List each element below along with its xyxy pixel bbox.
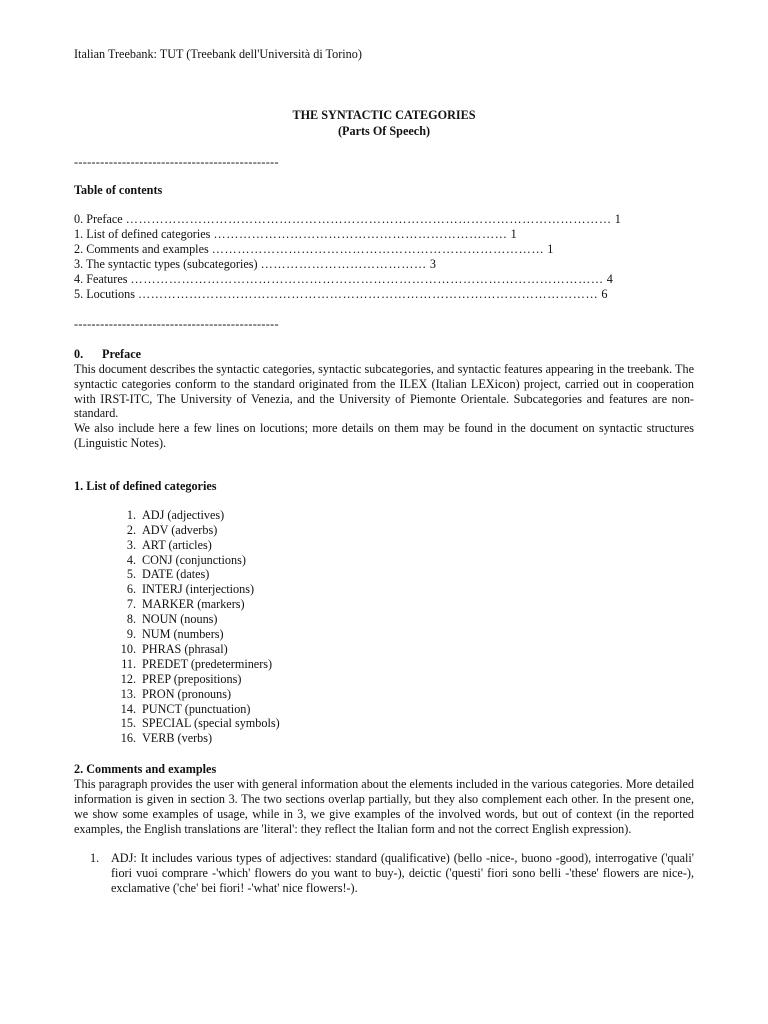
list-item-number: 2. [126,522,136,537]
list-item-number: 15. [120,716,136,731]
toc-entry[interactable] [74,242,694,257]
list-item [74,582,694,597]
list-item-number: 10. [120,641,136,656]
list-item-number: 6. [126,582,136,597]
section-title: Preface [102,347,142,361]
toc-leader-dots: ……………………………………………………………………………………………… [137,287,599,301]
list-item [74,642,694,657]
list-item-number: 9. [126,627,136,642]
toc-entry-label: 0. Preface [74,212,123,226]
list-item-text: DATE (dates) [142,567,210,582]
list-item-number: 13. [120,686,136,701]
list-item [74,567,694,582]
list-item-text: VERB (verbs) [142,731,213,746]
toc-entry-label: 4. Features [74,272,128,286]
list-item [74,523,694,538]
toc-leader-dots: ………………………………… [260,257,427,271]
toc-leader-dots: …………………………………………………………… [213,227,508,241]
list-item-number: 8. [126,612,136,627]
title-line-2: (Parts Of Speech) [337,124,431,138]
toc-entry-label: 3. The syntactic types (subcategories) [74,257,258,271]
toc-leader-dots: ………………………………………………………………………………………………… [130,272,604,286]
list-item-text: PRON (pronouns) [142,686,232,701]
list-item [74,687,694,702]
list-item-text: ART (articles) [142,537,212,552]
list-item [74,657,694,672]
separator-bottom: ----------------------------------------------- [74,317,279,331]
table-of-contents [74,212,694,302]
document-title [74,107,694,139]
toc-entry-page: 6 [601,287,608,301]
toc-heading: Table of contents [74,183,163,197]
list-item [74,508,694,523]
list-item [74,672,694,687]
toc-entry-label: 2. Comments and examples [74,242,209,256]
toc-entry-page: 3 [429,257,436,271]
list-item-text: PUNCT (punctuation) [142,701,251,716]
list-item-text: ADJ: It includes various types of adjectives: standard (qualificative) (bello -nice-, buono -good), interrogative ('quali' fiori vuoi comprare -'which' flowers do you want to buy-), deictic ('questi' fiori sono belli -'these' flowers are nice-), exclamative ('che' bei fiori! -'what' nice flowers!-). [111,851,694,896]
list-item [74,538,694,553]
list-item-text: ADJ (adjectives) [142,507,225,522]
list-item-text: INTERJ (interjections) [142,582,255,597]
separator-top: ----------------------------------------------- [74,155,279,169]
list-item-text: SPECIAL (special symbols) [142,716,280,731]
toc-entry[interactable] [74,212,694,227]
preface-paragraph-1: This document describes the syntactic categories, syntactic subcategories, and syntactic features appearing in the treebank. The syntactic categories conform to the standard originated from the ILEX (Italian LEXicon) project, carried out in cooperation with IRST-ITC, The University of Venezia, and the University of Piemonte Orientale. Subcategories and features are non-standard. [74,362,694,421]
list-item-number: 11. [121,656,136,671]
list-item [74,553,694,568]
list-item [74,731,694,746]
list-item-number: 7. [126,597,136,612]
toc-entry-page: 1 [510,227,517,241]
toc-leader-dots: …………………………………………………………………………………………………… [125,212,612,226]
list-item-number: 12. [120,671,136,686]
list-item-text: MARKER (markers) [142,597,245,612]
running-header: Italian Treebank: TUT (Treebank dell'Università di Torino) [74,47,362,61]
title-line-1: THE SYNTACTIC CATEGORIES [292,108,476,122]
list-item-text: CONJ (conjunctions) [142,552,246,567]
toc-entry[interactable] [74,227,694,242]
section-heading-categories: 1. List of defined categories [74,478,217,493]
document-page [74,46,694,896]
list-item-text: PHRAS (phrasal) [142,641,228,656]
list-item-number: 3. [126,537,136,552]
list-item-number: 1. [126,507,136,522]
examples-list [74,851,694,895]
section-heading-comments: 2. Comments and examples [74,762,217,777]
list-item-text: NOUN (nouns) [142,612,218,627]
toc-entry-page: 1 [614,212,621,226]
list-item-number: 14. [120,701,136,716]
list-item [74,597,694,612]
list-item [74,612,694,627]
toc-entry-label: 1. List of defined categories [74,227,211,241]
category-list [74,508,694,747]
toc-entry[interactable] [74,257,694,272]
list-item-number: 16. [120,731,136,746]
list-item [74,716,694,731]
list-item-number: 4. [126,552,136,567]
list-item [74,627,694,642]
list-item-text: ADV (adverbs) [142,522,218,537]
list-item-text: NUM (numbers) [142,627,224,642]
toc-entry-page: 4 [606,272,613,286]
preface-paragraph-2: We also include here a few lines on locutions; more details on them may be found in the document on syntactic structures (Linguistic Notes). [74,421,694,450]
section-heading-preface [74,346,694,362]
section-number: 0. [74,347,84,361]
toc-leader-dots: …………………………………………………………………… [211,242,545,256]
toc-entry[interactable] [74,287,694,302]
toc-entry-label: 5. Locutions [74,287,135,301]
toc-entry[interactable] [74,272,694,287]
list-item-text: PREDET (predeterminers) [142,656,273,671]
list-item-text: PREP (prepositions) [142,671,242,686]
list-item-number: 1. [90,851,100,866]
list-item [74,702,694,717]
comments-paragraph: This paragraph provides the user with general information about the elements included in the various categories. More detailed information is given in section 3. The two sections overlap partially, but they also complement each other. In the present one, we show some examples of usage, while in 3, we give examples of the involved words, but out of context (in the reported examples, the English translations are 'literal': they reflect the Italian form and not the correct English expression). [74,777,694,836]
toc-entry-page: 1 [547,242,554,256]
list-item-number: 5. [126,567,136,582]
